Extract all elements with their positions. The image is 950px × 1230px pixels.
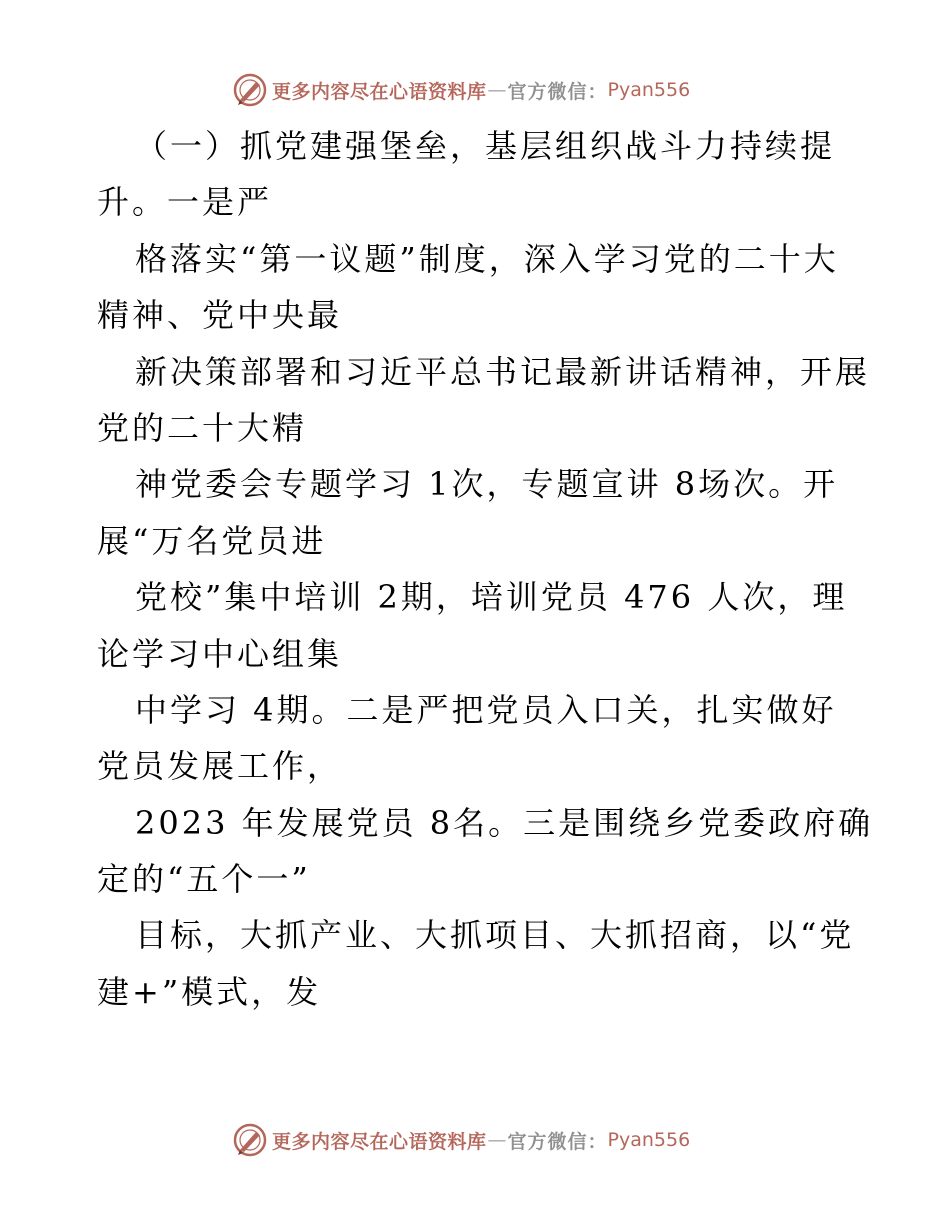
banner-site-text: 更多内容尽在心语资料库 (272, 1130, 487, 1153)
banner-dash: — (487, 79, 507, 101)
body-line: 定的“五个一” (97, 860, 311, 899)
body-line: 目标，大抓产业、大抓项目、大抓招商，以“党 (135, 916, 855, 955)
banner-wechat-id: Pyan556 (607, 79, 691, 101)
banner-site-text: 更多内容尽在心语资料库 (272, 80, 487, 103)
footer-banner (232, 1120, 690, 1160)
body-line: 党的二十大精 (97, 408, 308, 447)
body-line: 中学习 4期。二是严把党员入口关，扎实做好 (135, 690, 837, 729)
body-line: 论学习中心组集 (97, 634, 343, 673)
body-line: 新决策部署和习近平总书记最新讲话精神，开展 (135, 352, 871, 391)
banner-wechat-label: 官方微信： (507, 1130, 608, 1153)
pen-logo-icon (232, 72, 268, 108)
body-line: 神党委会专题学习 1次，专题宣讲 8场次。开 (135, 465, 839, 504)
body-line: 党员发展工作， (97, 747, 343, 786)
body-line: 升。一是严 (97, 183, 273, 222)
body-line: 格落实“第一议题”制度，深入学习党的二十大 (135, 239, 839, 278)
body-line: 党校”集中培训 2期，培训党员 476 人次，理 (135, 578, 848, 617)
document-body (97, 118, 877, 1020)
pen-logo-icon (232, 1122, 268, 1158)
banner-wechat-label: 官方微信： (507, 80, 608, 103)
body-line: 展“万名党员进 (97, 521, 327, 560)
header-banner (232, 70, 690, 110)
banner-wechat-id: Pyan556 (607, 1129, 691, 1151)
body-line: 2023 年发展党员 8名。三是围绕乡党委政府确 (135, 803, 874, 842)
body-line: 精神、党中央最 (97, 296, 343, 335)
body-line: 建+”模式，发 (97, 972, 322, 1011)
body-line: （一）抓党建强堡垒，基层组织战斗力持续提 (135, 127, 836, 165)
banner-dash: — (487, 1129, 507, 1151)
